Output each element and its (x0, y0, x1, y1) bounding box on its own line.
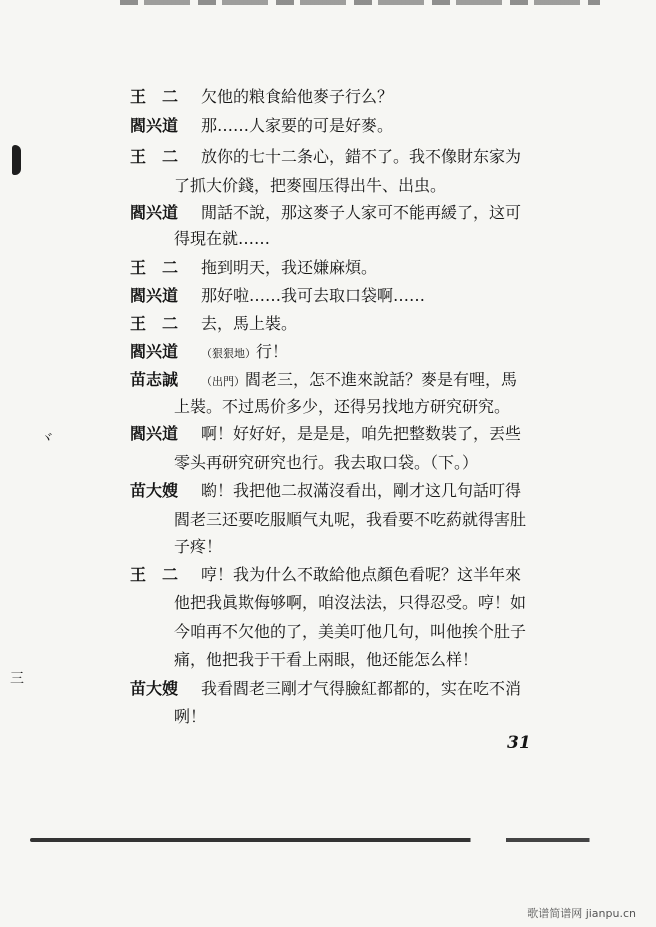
dialogue-text: 拖到明天，我还嫌麻煩。 (201, 258, 378, 277)
script-line (130, 477, 521, 505)
script-line (174, 506, 526, 534)
script-line (130, 561, 521, 589)
speaker-name: 苗大嫂 (130, 679, 179, 698)
script-line (174, 533, 222, 561)
dialogue-text: 他把我眞欺侮够啊，咱沒法法，只得忍受。哼！如 (174, 593, 527, 612)
script-line (130, 254, 377, 282)
dialogue-text: 咧！ (174, 707, 207, 726)
speaker-name: 苗志誠 (130, 370, 179, 389)
speaker-name: 閻兴道 (130, 116, 179, 135)
script-line (174, 225, 270, 253)
script-line (130, 282, 425, 310)
speaker-name: 王 二 (130, 87, 179, 106)
bottom-rule (30, 838, 625, 842)
speaker-name: 王 二 (130, 565, 179, 584)
dialogue-text: 喲！我把他二叔滿沒看出，剛才这几句話叮得 (201, 481, 522, 500)
dialogue-text: 放你的七十二条心，錯不了。我不像財东家为 (201, 147, 522, 166)
dialogue-text: 那好啦……我可去取口袋啊…… (201, 286, 426, 305)
script-line (174, 589, 526, 617)
dialogue-text: 痛，他把我于干看上兩眼，他还能怎么样！ (174, 650, 479, 669)
margin-mark: 三 (10, 671, 24, 687)
stage-direction: （狠狠地） (201, 347, 256, 360)
script-line (130, 143, 521, 171)
margin-mark: ヾ (40, 431, 54, 447)
dialogue-text: 今咱再不欠他的了，美美叮他几句，叫他挨个肚子 (174, 622, 527, 641)
dialogue-text: 欠他的粮食給他麥子行么？ (201, 87, 394, 106)
speaker-name: 閻兴道 (130, 286, 179, 305)
speaker-name: 王 二 (130, 147, 179, 166)
speaker-name: 王 二 (130, 314, 179, 333)
script-line (130, 675, 521, 703)
script-line (130, 420, 521, 448)
speaker-name: 王 二 (130, 258, 179, 277)
dialogue-text: 子疼！ (174, 537, 223, 556)
page-number: 31 (507, 733, 531, 753)
script-line (130, 199, 521, 227)
script-line (174, 393, 510, 421)
script-line (174, 172, 446, 200)
speaker-name: 閻兴道 (130, 203, 179, 222)
script-line (130, 112, 393, 140)
speaker-name: 閻兴道 (130, 424, 179, 443)
script-line (174, 449, 478, 477)
dialogue-text: 那……人家要的可是好麥。 (201, 116, 394, 135)
script-line (130, 338, 288, 366)
dialogue-text: 哼！我为什么不敢給他点顏色看呢？这半年來 (201, 565, 522, 584)
script-line (130, 83, 393, 111)
stage-direction: （出門） (201, 375, 245, 388)
top-edge-rule (120, 0, 600, 5)
script-line (174, 618, 526, 646)
dialogue-text: 零头再研究研究也行。我去取口袋。（下。） (174, 453, 479, 472)
speaker-name: 閻兴道 (130, 342, 179, 361)
dialogue-text: 閻老三还要吃服順气丸呢，我看要不吃葯就得害肚 (174, 510, 527, 529)
dialogue-text: 上裝。不过馬价多少，还得另找地方研究研究。 (174, 397, 511, 416)
dialogue-text: 閒話不說，那这麥子人家可不能再緩了，这可 (201, 203, 522, 222)
script-line (174, 646, 478, 674)
script-line (130, 310, 297, 338)
script-line (174, 703, 206, 731)
script-line (130, 366, 517, 394)
speaker-name: 苗大嫂 (130, 481, 179, 500)
ink-blot (12, 145, 21, 175)
watermark-text: 歌谱简谱网 jianpu.cn (527, 907, 636, 920)
dialogue-text: 行！ (256, 342, 289, 361)
dialogue-text: 閻老三，怎不進來說話？麥是有哩，馬 (245, 370, 518, 389)
dialogue-text: 我看閻老三剛才气得臉紅都都的，实在吃不消 (201, 679, 522, 698)
dialogue-text: 啊！好好好，是是是，咱先把整数裝了，丟些 (201, 424, 522, 443)
dialogue-text: 去，馬上裝。 (201, 314, 298, 333)
dialogue-text: 了抓大价錢，把麥囤压得出牛、出虫。 (174, 176, 447, 195)
dialogue-text: 得現在就…… (174, 229, 271, 248)
